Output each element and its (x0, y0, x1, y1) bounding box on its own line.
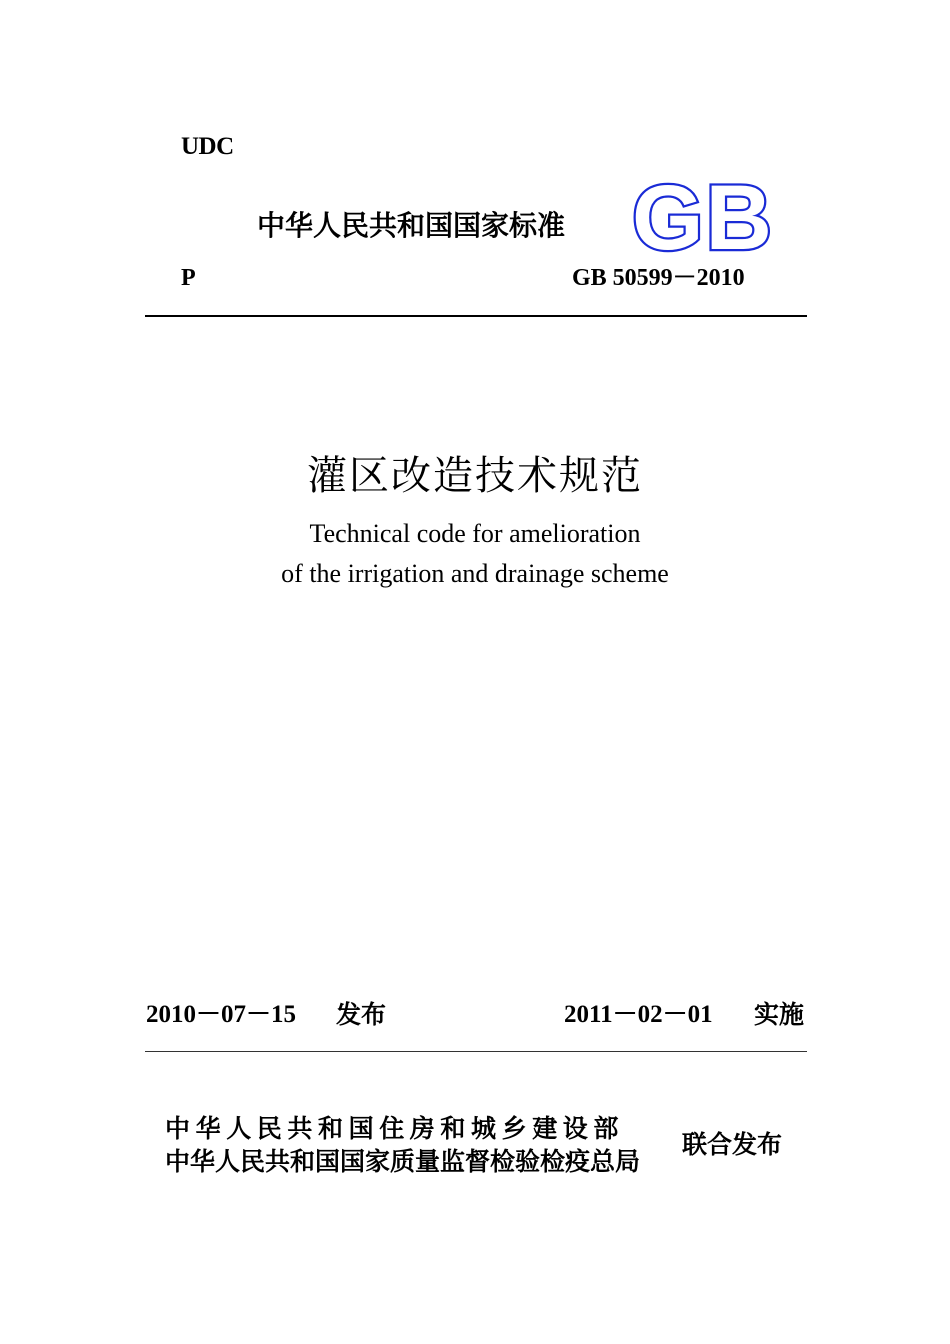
issue-date: 2010－07－15 (146, 1001, 297, 1028)
implementation-date: 2011－02－01 (564, 1001, 713, 1028)
gb-logo (632, 178, 774, 256)
title-chinese: 灌区改造技术规范 (307, 453, 643, 498)
issue-label: 发布 (336, 1000, 387, 1029)
joint-issue-label: 联合发布 (682, 1130, 783, 1159)
issuer-quality-supervision: 中华人民共和国国家质量监督检验检疫总局 (165, 1147, 641, 1176)
implementation-label: 实施 (754, 1000, 805, 1029)
udc-label: UDC (181, 133, 234, 160)
classification-code: P (181, 265, 196, 291)
bottom-divider (145, 1051, 807, 1052)
national-standard-heading: 中华人民共和国国家标准 (257, 209, 566, 242)
issuer-ministry-housing: 中华人民共和国住房和城乡建设部 (165, 1114, 625, 1143)
title-english-line1: Technical code for amelioration (309, 519, 641, 548)
gb-logo-text: GB (632, 178, 774, 256)
title-english-line2: of the irrigation and drainage scheme (281, 559, 669, 588)
standard-number: GB 50599－2010 (572, 265, 745, 291)
top-divider (145, 315, 807, 317)
